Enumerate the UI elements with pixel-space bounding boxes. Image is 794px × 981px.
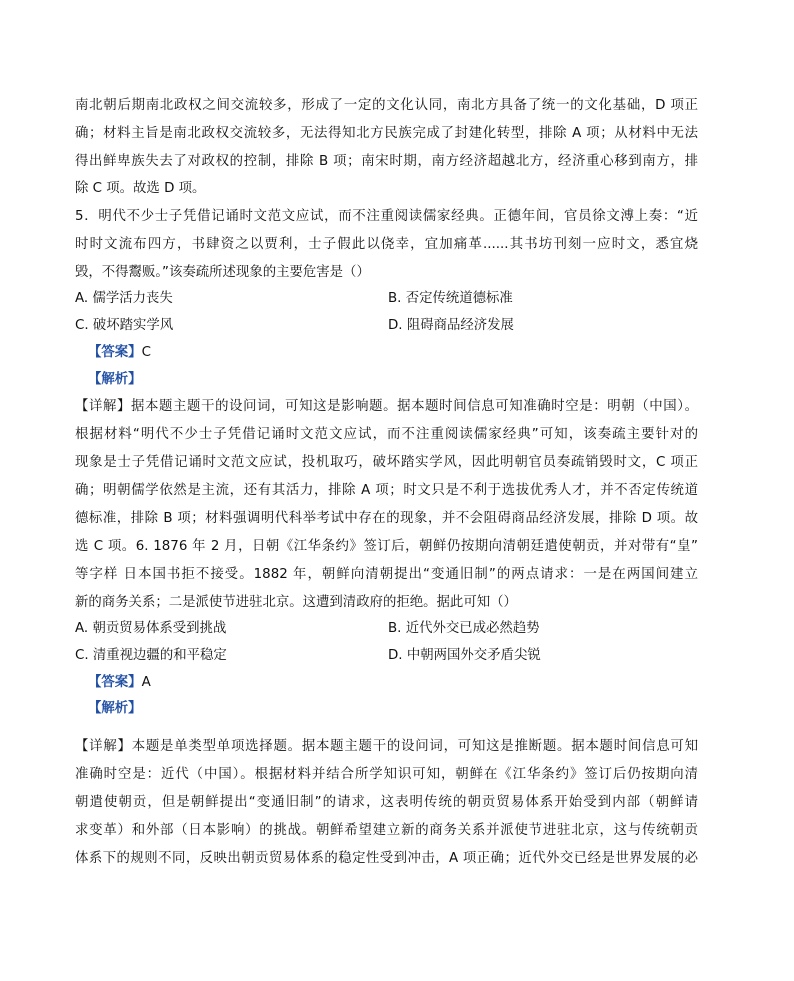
q5-detail-line-7: 等字样 日本国书拒不接受。1882 年，朝鲜向清朝提出“变通旧制”的两点请求：一是在两国间建立 bbox=[75, 567, 698, 582]
q6-answer-value: A bbox=[141, 675, 151, 690]
q5-option-d: D. 阻碍商品经济发展 bbox=[388, 318, 514, 333]
q6-option-b: B. 近代外交已成必然趋势 bbox=[388, 621, 540, 636]
q6-detail-line-1: 【详解】本题是单类型单项选择题。据本题主题干的设问词，可知这是推断题。据本题时间信息可知 bbox=[75, 739, 698, 754]
q5-analysis-tag: 【解析】 bbox=[88, 372, 142, 387]
q5-answer-value: C bbox=[141, 345, 151, 360]
intro-line-3: 得出鲜卑族失去了对政权的控制，排除 B 项；南宋时期，南方经济超越北方，经济重心移到南方，排 bbox=[75, 154, 698, 169]
q6-detail-line-3: 朝遣使朝贡，但是朝鲜提出“变通旧制”的请求，这表明传统的朝贡贸易体系开始受到内部（朝鲜请 bbox=[75, 795, 698, 810]
intro-line-2: 确；材料主旨是南北政权交流较多，无法得知北方民族完成了封建化转型，排除 A 项；从材料中无法 bbox=[75, 126, 698, 141]
q5-option-a: A. 儒学活力丧失 bbox=[75, 291, 173, 306]
q6-detail-line-4: 求变革）和外部（日本影响）的挑战。朝鲜希望建立新的商务关系并派使节进驻北京，这与传统朝贡 bbox=[75, 823, 698, 838]
q5-detail-line-1: 【详解】据本题主题干的设问词，可知这是影响题。据本题时间信息可知准确时空是：明朝（中国）。 bbox=[75, 399, 698, 414]
q6-detail-line-2: 准确时空是：近代（中国）。根据材料并结合所学知识可知，朝鲜在《江华条约》签订后仍按期向清 bbox=[75, 767, 698, 782]
q5-answer-tag: 【答案】 bbox=[88, 345, 142, 360]
q5-option-c: C. 破坏踏实学风 bbox=[75, 318, 174, 333]
q6-analysis-tag: 【解析】 bbox=[88, 701, 142, 716]
q6-option-c: C. 清重视边疆的和平稳定 bbox=[75, 648, 227, 663]
q5-detail-line-3: 现象是士子凭借记诵时文范文应试，投机取巧，破坏踏实学风，因此明朝官员奏疏销毁时文，C 项正 bbox=[75, 455, 698, 470]
q6-answer bbox=[88, 674, 151, 692]
q6-option-d: D. 中朝两国外交矛盾尖锐 bbox=[388, 648, 541, 663]
intro-line-4: 除 C 项。故选 D 项。 bbox=[75, 181, 206, 196]
q5-detail-line-8: 新的商务关系；二是派使节进驻北京。这遭到清政府的拒绝。据此可知（） bbox=[75, 595, 517, 610]
q5-stem-line-1: 5．明代不少士子凭借记诵时文范文应试，而不注重阅读儒家经典。正德年间，官员徐文溥上奏：“近 bbox=[75, 209, 698, 224]
q6-analysis bbox=[88, 700, 142, 718]
q5-stem-line-2: 时时文流布四方，书肆资之以贾利，士子假此以侥幸，宜加痛革......其书坊刊刻一应时文，悉宜烧 bbox=[75, 237, 698, 252]
q5-detail-line-6: 选 C 项。6. 1876 年 2 月，日朝《江华条约》签订后，朝鲜仍按期向清朝廷遣使朝贡，并对带有“皇” bbox=[75, 539, 698, 554]
q6-detail-line-5: 体系下的规则不同，反映出朝贡贸易体系的稳定性受到冲击，A 项正确；近代外交已经是世界发展的必 bbox=[75, 851, 698, 866]
q5-stem-line-3: 毁，不得鬻贩。”该奏疏所述现象的主要危害是（） bbox=[75, 265, 370, 280]
q5-analysis bbox=[88, 371, 142, 389]
q5-detail-line-4: 确；明朝儒学依然是主流，还有其活力，排除 A 项；时文只是不利于选拔优秀人才，并不否定传统道 bbox=[75, 483, 698, 498]
q6-answer-tag: 【答案】 bbox=[88, 675, 142, 690]
q5-option-b: B. 否定传统道德标准 bbox=[388, 291, 513, 306]
intro-line-1: 南北朝后期南北政权之间交流较多，形成了一定的文化认同，南北方具备了统一的文化基础，D 项正 bbox=[75, 98, 698, 113]
q6-option-a: A. 朝贡贸易体系受到挑战 bbox=[75, 621, 227, 636]
q5-detail-line-2: 根据材料“明代不少士子凭借记诵时文范文应试，而不注重阅读儒家经典”可知，该奏疏主要针对的 bbox=[75, 427, 698, 442]
q5-answer bbox=[88, 344, 151, 362]
q5-detail-line-5: 德标准，排除 B 项；材料强调明代科举考试中存在的现象，并不会阻碍商品经济发展，排除 D 项。故 bbox=[75, 511, 698, 526]
